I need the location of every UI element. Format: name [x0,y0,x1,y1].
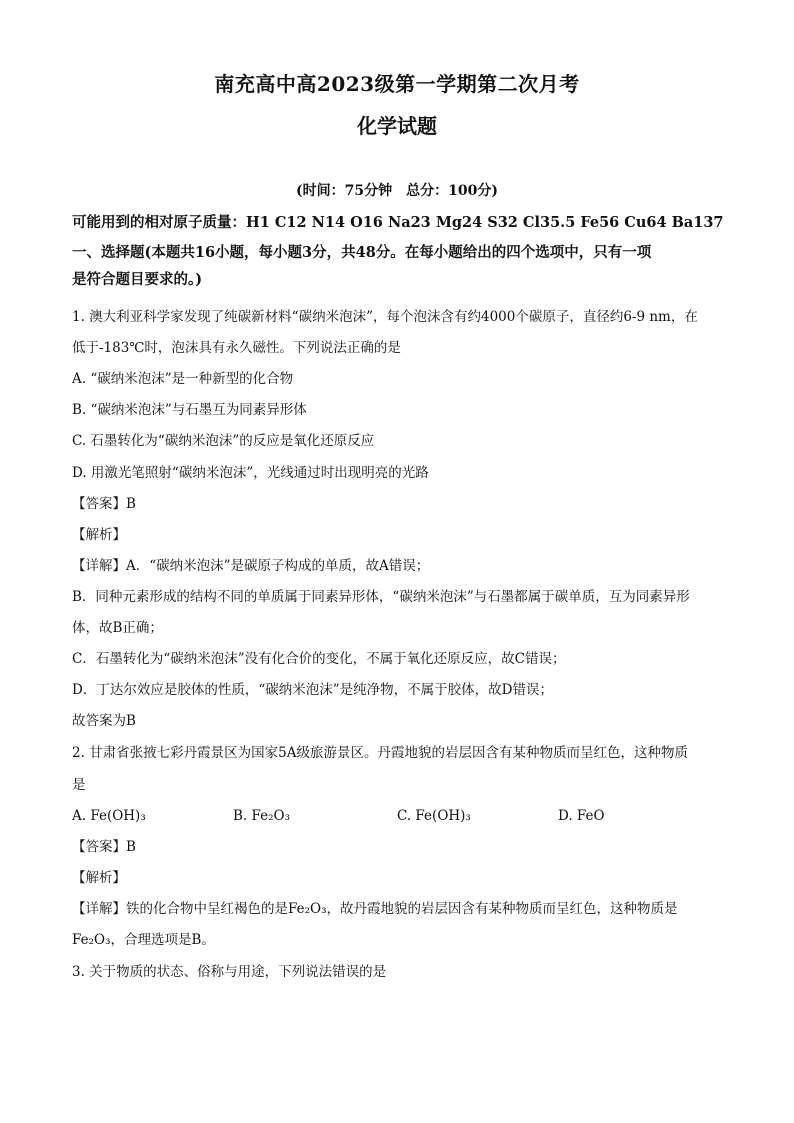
q1-detail-b-line1: B．同种元素形成的结构不同的单质属于同素异形体，“碳纳米泡沫”与石墨都属于碳单质，互为同素异形 [72,589,690,605]
q1-option-d: D. 用激光笔照射“碳纳米泡沫”，光线通过时出现明亮的光路 [72,465,429,481]
q1-answer: 【答案】B [72,496,136,512]
q1-detail-a: 【详解】A．“碳纳米泡沫”是碳原子构成的单质，故A错误； [72,558,430,574]
q2-option-c: C. Fe(OH)₃ [397,808,471,824]
q1-stem-line2: 低于-183℃时，泡沫具有永久磁性。下列说法正确的是 [72,340,401,356]
q2-detail-line2: Fe₂O₃，合理选项是B。 [72,932,215,948]
section-heading-line2: 是符合题目要求的。) [72,271,203,288]
q1-conclusion: 故答案为B [72,713,136,729]
q1-option-c: C. 石墨转化为“碳纳米泡沫”的反应是氧化还原反应 [72,433,375,449]
q1-stem-line1: 1. 澳大利亚科学家发现了纯碳新材料“碳纳米泡沫”，每个泡沫含有约4000个碳原子，直径约6-9 nm，在 [72,309,698,325]
q1-option-a: A. “碳纳米泡沫”是一种新型的化合物 [72,371,294,387]
q2-stem-line1: 2. 甘肃省张掖七彩丹霞景区为国家5A级旅游景区。丹霞地貌的岩层因含有某种物质而呈红色，这种物质 [72,745,689,761]
q3-stem-line1: 3. 关于物质的状态、俗称与用途，下列说法错误的是 [72,964,387,980]
atomic-masses: 可能用到的相对原子质量：H1 C12 N14 O16 Na23 Mg24 S32 Cl35.5 Fe56 Cu64 Ba137 [72,214,724,231]
exam-subject: 化学试题 [357,114,437,138]
q2-option-b: B. Fe₂O₃ [233,808,291,824]
q2-answer: 【答案】B [72,839,136,855]
q1-detail-b-line2: 体，故B正确； [72,620,163,636]
q2-detail-line1: 【详解】铁的化合物中呈红褐色的是Fe₂O₃，故丹霞地貌的岩层因含有某种物质而呈红色，这种物质是 [72,901,678,917]
q1-analysis-label: 【解析】 [72,527,126,543]
section-heading-line1: 一、选择题(本题共16小题，每小题3分，共48分。在每小题给出的四个选项中，只有一项 [72,244,652,261]
q2-option-d: D. FeO [558,808,605,824]
q1-detail-d: D．丁达尔效应是胶体的性质，“碳纳米泡沫”是纯净物，不属于胶体，故D错误； [72,682,553,698]
exam-title: 南充高中高2023级第一学期第二次月考 [214,72,580,96]
exam-time-score: (时间：75分钟 总分：100分) [296,183,498,199]
q2-analysis-label: 【解析】 [72,870,126,886]
q2-option-a: A. Fe(OH)₃ [72,808,146,824]
q1-detail-c: C．石墨转化为“碳纳米泡沫”没有化合价的变化，不属于氧化还原反应，故C错误； [72,651,566,667]
q2-stem-line2: 是 [72,777,86,793]
q1-option-b: B. “碳纳米泡沫”与石墨互为同素异形体 [72,402,307,418]
